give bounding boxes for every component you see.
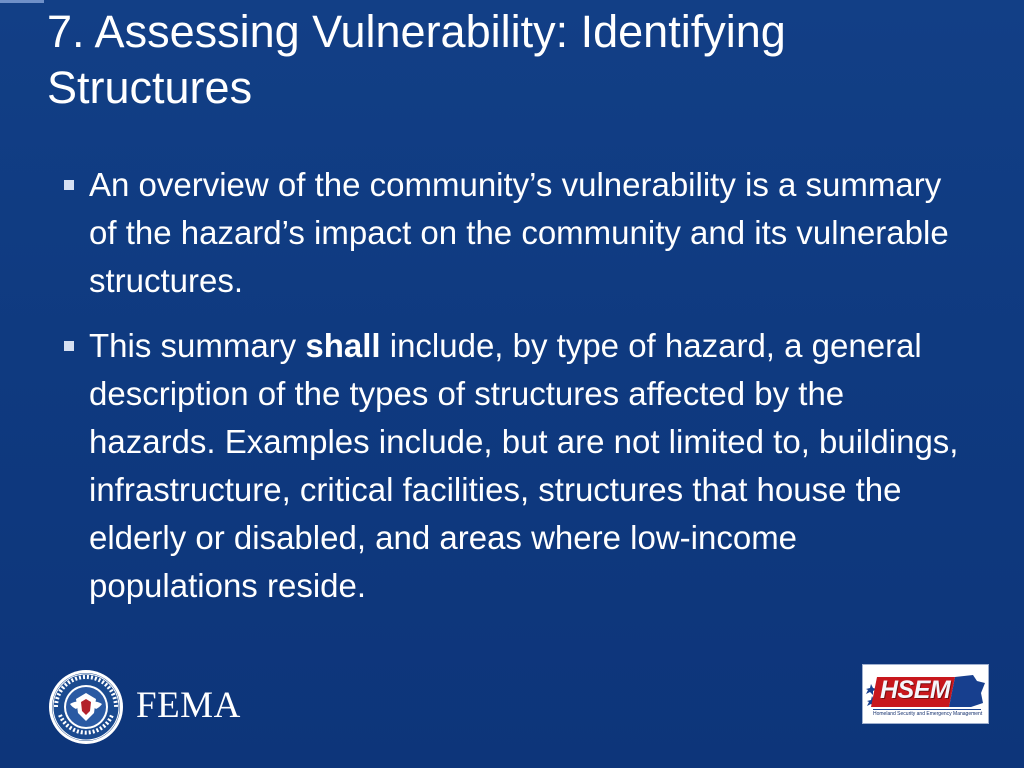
fema-logo-text: FEMA <box>136 685 241 726</box>
bullet-item <box>62 322 967 610</box>
square-bullet-icon <box>64 180 74 190</box>
bullet-text: An overview of the community’s vulnerability is a summary of the hazard’s impact on the community and its vulnerable structures. <box>89 166 949 299</box>
slide-title: 7. Assessing Vulnerability: Identifying Structures <box>47 6 786 113</box>
bullet-list <box>62 161 967 627</box>
hsem-wordmark: HSEM <box>880 676 951 704</box>
square-bullet-icon <box>64 341 74 351</box>
hsem-logo <box>862 664 989 724</box>
bullet-emphasis: shall <box>305 327 381 364</box>
bullet-text-start: This summary <box>89 327 306 364</box>
corner-accent <box>0 0 44 3</box>
hsem-subtitle: Homeland Security and Emergency Management <box>873 711 983 717</box>
dhs-seal-icon <box>48 669 124 745</box>
bullet-item <box>62 161 967 305</box>
bullet-text-end: include, by type of hazard, a general description of the types of structures affected by the hazards. Examples include, but are not limited to, buildings, infrastructure, critical facilities, structures that house the elderly or disabled, and areas where low-income populations reside. <box>89 327 959 604</box>
